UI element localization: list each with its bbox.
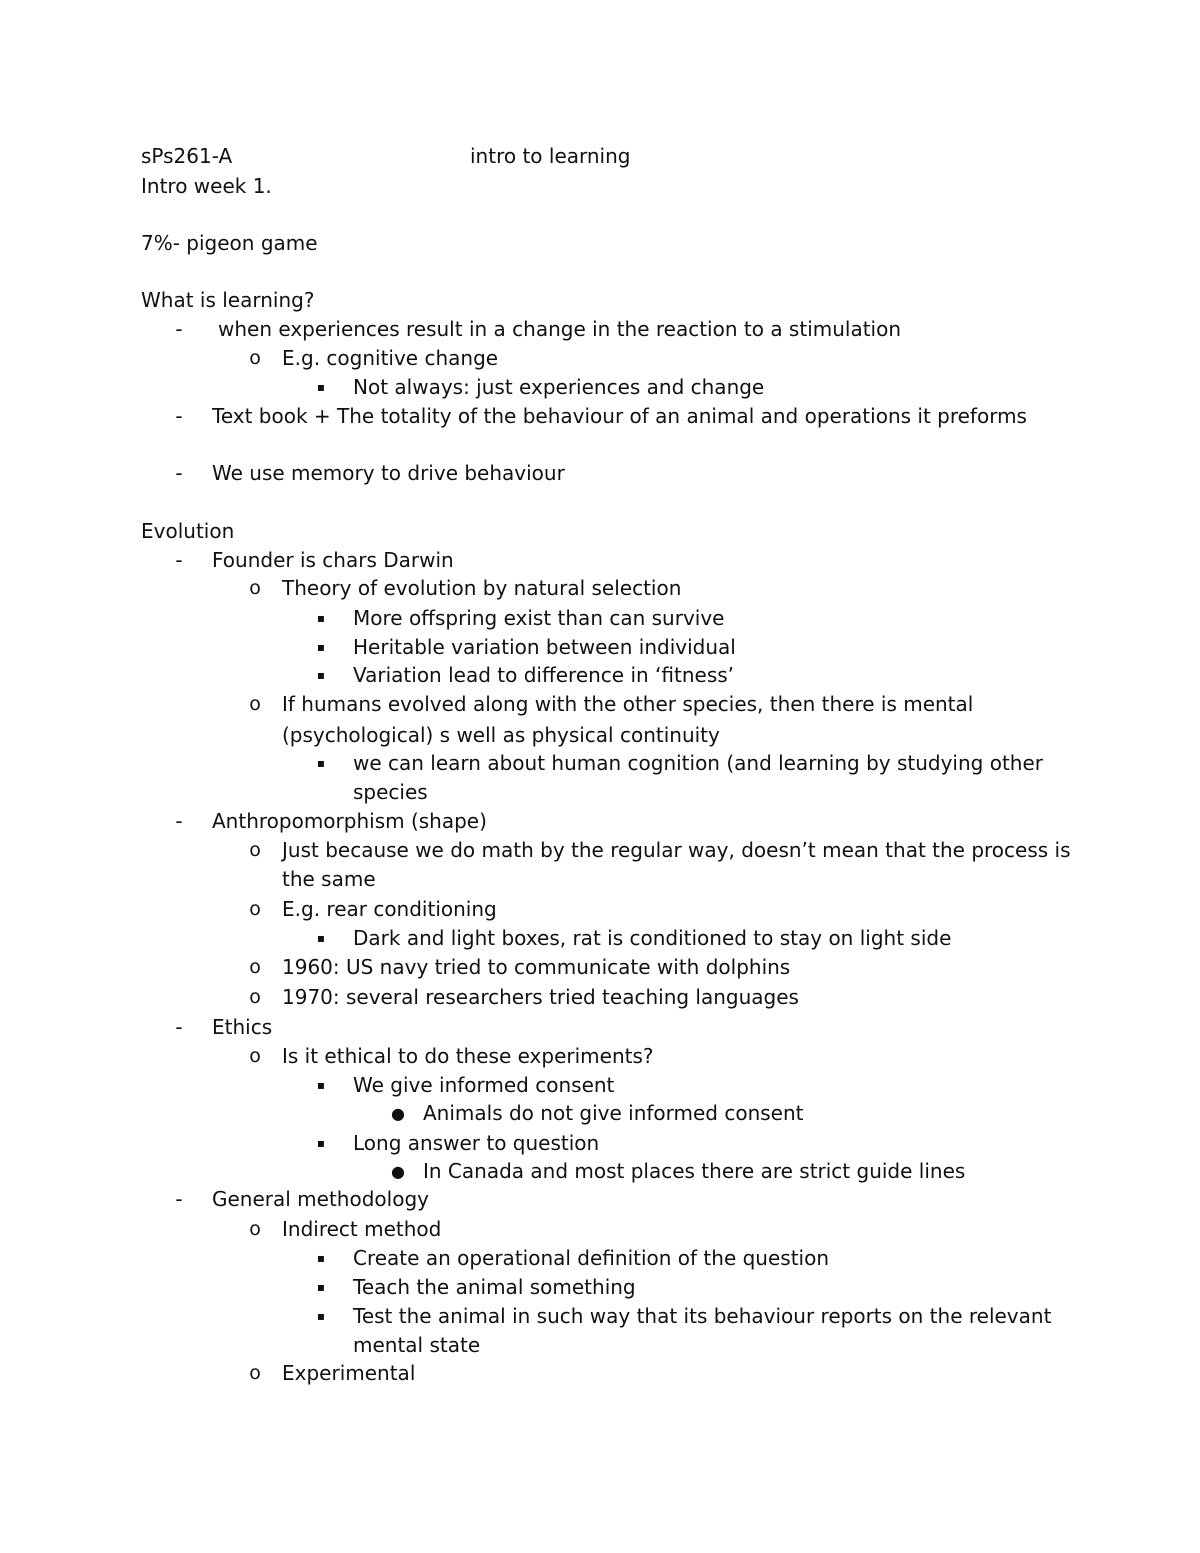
list-item: Is it ethical to do these experiments? [282, 1044, 654, 1068]
square-bullet: ▪ [316, 931, 326, 945]
dash-bullet: - [175, 317, 183, 341]
square-bullet: ▪ [316, 1251, 326, 1265]
list-item: Text book + The totality of the behaviour of an animal and operations it preforms [212, 404, 1027, 428]
list-item: 1960: US navy tried to communicate with dolphins [282, 955, 791, 979]
square-bullet: ▪ [316, 1309, 326, 1323]
list-item: Ethics [212, 1015, 273, 1039]
list-item: Anthropomorphism (shape) [212, 809, 487, 833]
list-item-continuation: the same [282, 867, 376, 891]
circle-bullet: o [249, 1362, 261, 1384]
square-bullet: ▪ [316, 611, 326, 625]
list-item: In Canada and most places there are strict guide lines [423, 1159, 966, 1183]
list-item: Experimental [282, 1361, 416, 1385]
list-item: If humans evolved along with the other species, then there is mental [282, 692, 974, 716]
square-bullet: ▪ [316, 1078, 326, 1092]
course-code: sPs261-A [141, 144, 233, 168]
list-item: Just because we do math by the regular way, doesn’t mean that the process is [282, 838, 1071, 862]
circle-bullet: o [249, 1218, 261, 1240]
list-item: Theory of evolution by natural selection [282, 576, 682, 600]
circle-bullet: o [249, 898, 261, 920]
dash-bullet: - [175, 404, 183, 428]
dash-bullet: - [175, 548, 183, 572]
circle-bullet: o [249, 839, 261, 861]
square-bullet: ▪ [316, 380, 326, 394]
circle-bullet: o [249, 986, 261, 1008]
list-item: Heritable variation between individual [353, 635, 736, 659]
square-bullet: ▪ [316, 1280, 326, 1294]
section-heading-evolution: Evolution [141, 519, 235, 543]
square-bullet: ▪ [316, 756, 326, 770]
list-item: Not always: just experiences and change [353, 375, 765, 399]
list-item: Dark and light boxes, rat is conditioned to stay on light side [353, 926, 952, 950]
circle-bullet: o [249, 956, 261, 978]
list-item: Long answer to question [353, 1131, 600, 1155]
list-item: Indirect method [282, 1217, 442, 1241]
list-item: Test the animal in such way that its behaviour reports on the relevant [353, 1304, 1052, 1328]
list-item: We give informed consent [353, 1073, 615, 1097]
square-bullet: ▪ [316, 640, 326, 654]
dash-bullet: - [175, 809, 183, 833]
circle-bullet: o [249, 693, 261, 715]
dot-bullet: ● [391, 1104, 405, 1123]
list-item: when experiences result in a change in the reaction to a stimulation [218, 317, 902, 341]
list-item: Variation lead to difference in ‘fitness’ [353, 663, 735, 687]
course-title: intro to learning [470, 144, 631, 168]
list-item: E.g. cognitive change [282, 346, 499, 370]
dash-bullet: - [175, 1015, 183, 1039]
list-item-continuation: species [353, 780, 428, 804]
list-item: Create an operational definition of the question [353, 1246, 830, 1270]
dash-bullet: - [175, 1187, 183, 1211]
square-bullet: ▪ [316, 1136, 326, 1150]
dot-bullet: ● [391, 1162, 405, 1181]
grade-note: 7%- pigeon game [141, 231, 318, 255]
list-item: Founder is chars Darwin [212, 548, 454, 572]
section-heading-learning: What is learning? [141, 288, 315, 312]
dash-bullet: - [175, 461, 183, 485]
list-item-continuation: (psychological) s well as physical continuity [282, 723, 720, 747]
list-item: More offspring exist than can survive [353, 606, 725, 630]
circle-bullet: o [249, 577, 261, 599]
list-item: Teach the animal something [353, 1275, 636, 1299]
circle-bullet: o [249, 347, 261, 369]
circle-bullet: o [249, 1045, 261, 1067]
list-item-continuation: mental state [353, 1333, 481, 1357]
list-item: we can learn about human cognition (and learning by studying other [353, 751, 1043, 775]
document-subtitle: Intro week 1. [141, 174, 272, 198]
list-item: 1970: several researchers tried teaching languages [282, 985, 799, 1009]
square-bullet: ▪ [316, 668, 326, 682]
list-item: We use memory to drive behaviour [212, 461, 565, 485]
list-item: E.g. rear conditioning [282, 897, 497, 921]
list-item: General methodology [212, 1187, 429, 1211]
list-item: Animals do not give informed consent [423, 1101, 804, 1125]
